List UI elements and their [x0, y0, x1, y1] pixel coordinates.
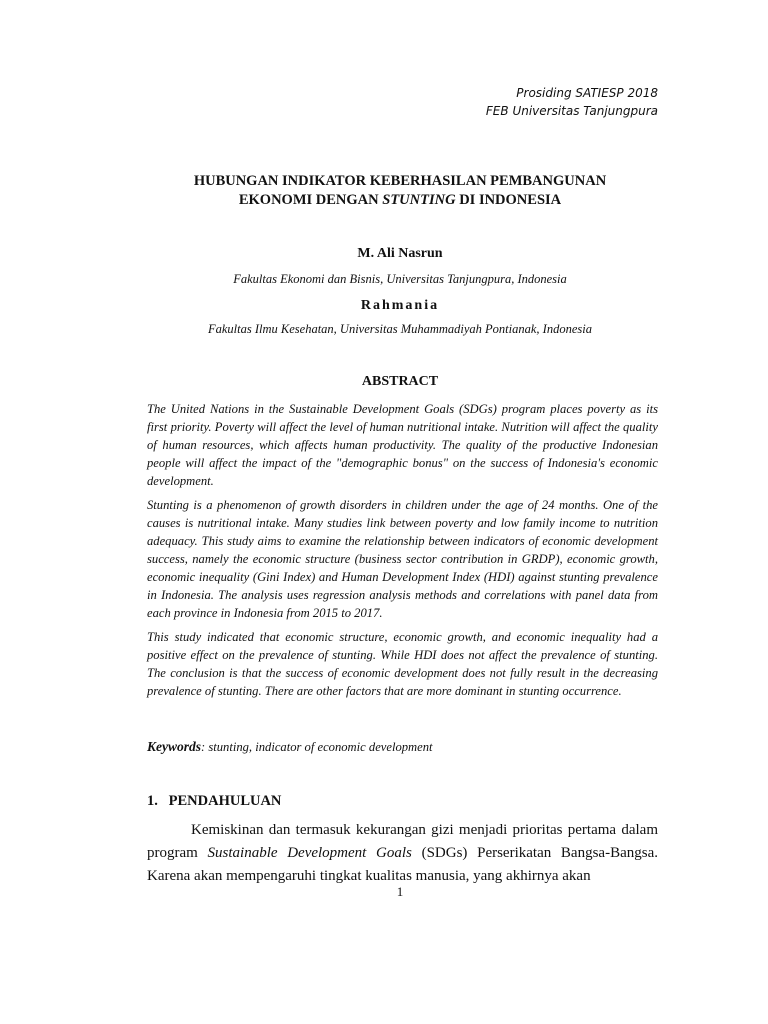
title-italic-term: STUNTING — [382, 192, 456, 208]
section-number: 1. — [147, 793, 158, 809]
proceedings-institution: FEB Universitas Tanjungpura — [485, 104, 658, 118]
author-2-name: Rahmania — [360, 298, 440, 313]
keywords-label: Keywords — [147, 739, 201, 754]
body-text-start: Kemiskinan dan termasuk kekurangan gizi menjadi prioritas pertama dalam program — [147, 822, 658, 861]
proceedings-header — [486, 84, 658, 120]
keywords — [147, 739, 658, 755]
abstract-paragraph-3: This study indicated that economic structure, economic growth, and economic inequality had a positive effect on the prevalence of stunting. While HDI does not affect the prevalence of stunting. The conclusion is that the success of economic development does not fully result in the decreasing prevalence of stunting. There are other factors that are more dominant in stunting occurrence. — [147, 630, 658, 698]
page-number: 1 — [396, 884, 404, 899]
abstract-paragraph-1: The United Nations in the Sustainable Development Goals (SDGs) program places poverty as its first priority. Poverty will affect the level of human nutritional intake. Nutrition will affect the quality of human resources, which affects human productivity. The quality of the productive Indonesian people will affect the impact of the "demographic bonus" on the success of Indonesia's economic development. — [147, 402, 658, 488]
title-line-2 — [120, 191, 680, 210]
abstract-paragraph-2: Stunting is a phenomenon of growth disorders in children under the age of 24 months. One of the causes is nutritional intake. Many studies link between poverty and low family income to nutrition adequacy. This study aims to examine the relationship between indicators of economic development success, namely the economic structure (business sector contribution in GRDP), economic growth, economic inequality (Gini Index) and Human Development Index (HDI) against stunting prevalence in Indonesia. The analysis uses regression analysis methods and correlations with panel data from each province in Indonesia from 2015 to 2017. — [147, 498, 658, 620]
section-title: PENDAHULUAN — [168, 793, 282, 809]
title-line-2-start: EKONOMI DENGAN — [238, 192, 383, 208]
body-italic-term: Sustainable Development Goals — [207, 845, 412, 861]
abstract-heading: ABSTRACT — [361, 374, 439, 389]
title-line-2-end: DI INDONESIA — [455, 192, 562, 208]
abstract-body — [147, 400, 658, 706]
section-body — [147, 819, 658, 888]
paper-title — [120, 172, 680, 210]
author-1 — [110, 244, 690, 262]
title-line-1: HUBUNGAN INDIKATOR KEBERHASILAN PEMBANGUNAN — [193, 173, 607, 189]
body-text-end: (SDGs) Perserikatan Bangsa-Bangsa. Karena akan mempengaruhi tingkat kualitas manusia, yang akhirnya akan — [147, 845, 658, 884]
author-2-affiliation: Fakultas Ilmu Kesehatan, Universitas Muhammadiyah Pontianak, Indonesia — [208, 322, 592, 336]
author-1-affiliation: Fakultas Ekonomi dan Bisnis, Universitas Tanjungpura, Indonesia — [233, 272, 567, 286]
section-heading — [147, 793, 281, 810]
author-1-name: M. Ali Nasrun — [357, 246, 443, 261]
keywords-text: : stunting, indicator of economic development — [201, 740, 433, 754]
proceedings-name: Prosiding SATIESP 2018 — [516, 86, 658, 100]
author-2 — [110, 296, 690, 314]
